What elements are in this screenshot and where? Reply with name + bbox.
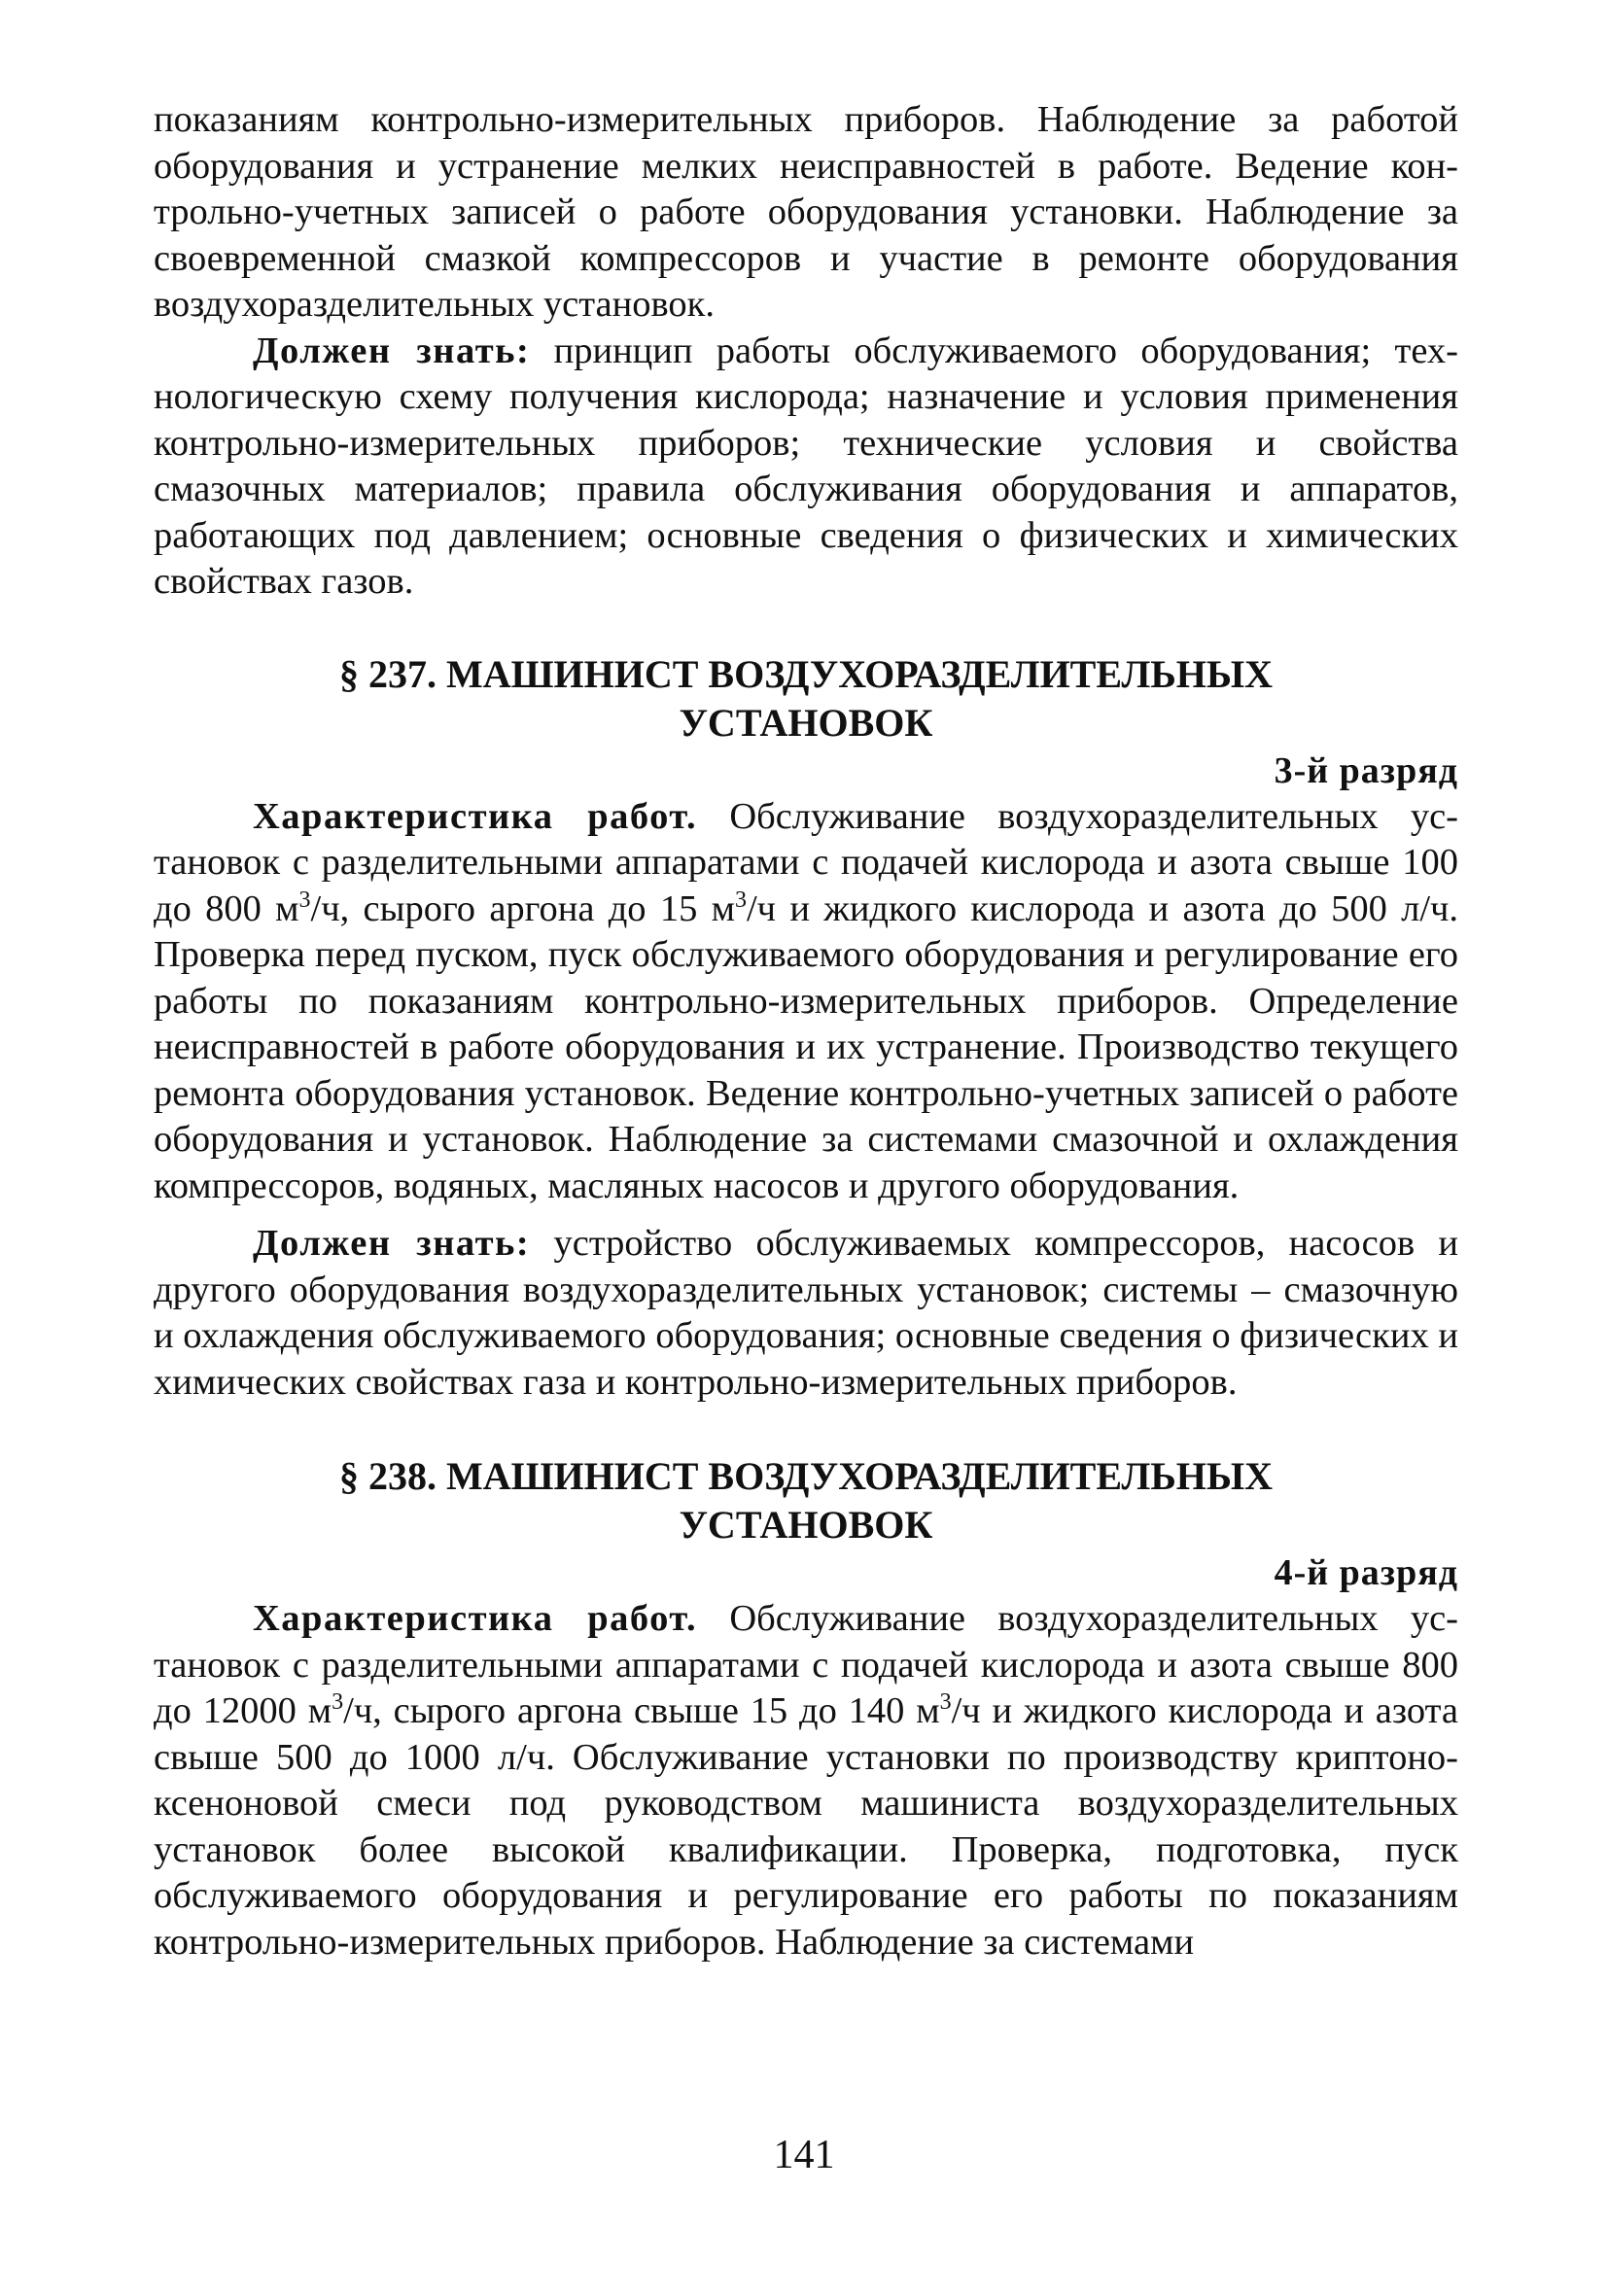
- superscript-cubed: 3: [332, 1689, 344, 1715]
- characteristics-text-3: /ч и жидкого кислорода и азота до 500 л/ч. Проверка перед пуском, пуск обслуживаемого оборудования и регулирование его работы по показаниям контрольно-измерительных приборов. Определение неисправностей в работе оборудования и их устранение. Производство текущего ремонта оборудования установок. Ведение контрольно-учетных записей о работе оборудования и установок. Наблюдение за системами смазочной и охлаждения компрессоров, водяных, масляных насосов и другого оборудования.: [154, 887, 1458, 1206]
- section-238-grade: 4-й разряд: [1274, 1552, 1458, 1593]
- characteristics-label: Характеристика работ.: [253, 795, 698, 837]
- superscript-cubed: 3: [734, 887, 747, 913]
- section-237-characteristics: [154, 794, 1458, 1210]
- superscript-cubed: 3: [298, 887, 311, 913]
- superscript-cubed: 3: [939, 1689, 952, 1715]
- characteristics-text-3: /ч и жидкого кислорода и азота свыше 500 до 1000 л/ч. Обслуживание установки по производству криптоно-ксеноновой смеси под руководством машиниста воздухоразделительных установок более высокой квалификации. Проверка, подготовка, пуск обслуживаемого оборудования и регулирование его работы по показаниям контрольно-измерительных приборов. Наблюдение за системами: [154, 1690, 1459, 1963]
- characteristics-text-2: /ч, сырого аргона свыше 15 до 140 м: [343, 1690, 940, 1731]
- section-237-title-line1: § 237. МАШИНИСТ ВОЗДУХОРАЗДЕЛИТЕЛЬНЫХ: [338, 651, 1274, 696]
- section-237-title: [154, 650, 1458, 748]
- characteristics-text-1: Обслуживание воздухоразделительных установок с разделительными аппаратами с подачей кислорода и азота свыше 100 до 800 м: [154, 795, 1458, 929]
- must-know-label: Должен знать:: [253, 1223, 531, 1264]
- intro-paragraph-duties: показаниям контрольно-измерительных приборов. Наблюдение за работой оборудования и устранение мелких неисправностей в работе. Ведение контрольно-учетных записей о работе оборудования установки. Наблюдение за своевременной смазкой компрессоров и участие в ремонте оборудования воздухоразделительных установок.: [154, 99, 1458, 325]
- page-body: [154, 97, 1458, 1966]
- section-238-title-line2: УСТАНОВОК: [679, 1503, 933, 1547]
- must-know-text: принцип работы обслуживаемого оборудования; технологическую схему получения кислорода; назначение и условия применения контрольно-измерительных приборов; технические условия и свойства смазочных материалов; правила обслуживания оборудования и аппаратов, работающих под давлением; основные сведения о физических и химических свойствах газов.: [154, 330, 1458, 602]
- section-238-characteristics: [154, 1596, 1458, 1966]
- section-237-knowledge: [154, 1221, 1458, 1406]
- section-238-title-line1: § 238. МАШИНИСТ ВОЗДУХОРАЗДЕЛИТЕЛЬНЫХ: [338, 1454, 1274, 1498]
- section-237-title-line2: УСТАНОВОК: [679, 700, 933, 745]
- characteristics-text-2: /ч, сырого аргона до 15 м: [310, 887, 735, 929]
- section-237-grade: 3-й разряд: [1274, 749, 1458, 791]
- must-know-label: Должен знать:: [253, 330, 531, 371]
- intro-paragraph-knowledge: [154, 329, 1458, 606]
- characteristics-text-1: Обслуживание воздухоразделительных установок с разделительными аппаратами с подачей кислорода и азота свыше 800 до 12000 м: [154, 1598, 1458, 1731]
- must-know-text: устройство обслуживаемых компрессоров, насосов и другого оборудования воздухоразделительных установок; системы – смазочную и охлаждения обслуживаемого оборудования; основные сведения о физических и химических свойствах газа и контрольно-измерительных приборов.: [154, 1223, 1458, 1403]
- characteristics-label: Характеристика работ.: [253, 1598, 698, 1639]
- section-238-title: [154, 1452, 1458, 1549]
- page-number: 141: [773, 2133, 835, 2177]
